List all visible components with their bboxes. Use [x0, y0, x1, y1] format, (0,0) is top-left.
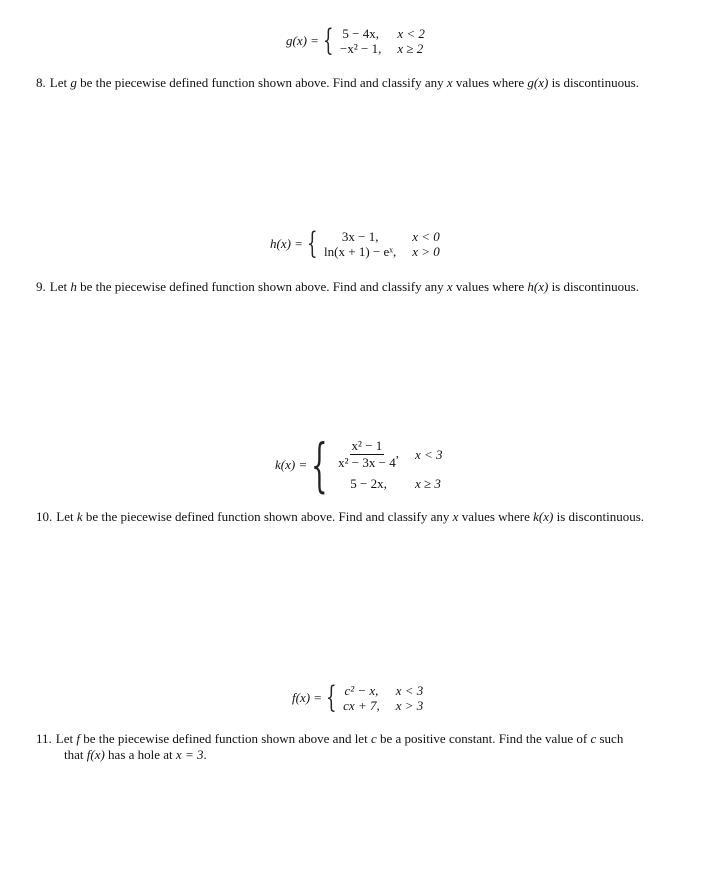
- g-case-1-expr: 5 − 4x,: [342, 26, 379, 41]
- problem-text: be the piecewise defined function shown above and let: [79, 731, 371, 746]
- variable: x: [452, 509, 459, 524]
- function-name: g: [70, 75, 77, 90]
- f-case-2-expr: cx + 7,: [343, 698, 380, 713]
- h-definition: [270, 226, 440, 261]
- h-case-2-cond: x > 0: [412, 244, 440, 259]
- h-lhs: h(x) =: [270, 236, 303, 251]
- k-definition: [275, 431, 443, 499]
- problem-text: is discontinuous.: [548, 279, 639, 294]
- g-lhs: g(x) =: [286, 33, 319, 48]
- problem-number: 10.: [36, 509, 53, 524]
- h-cases: [324, 229, 440, 259]
- f-case-2-cond: x > 3: [395, 698, 424, 713]
- problem-text: Let: [49, 279, 71, 294]
- constant: c: [370, 731, 377, 746]
- function-call: h(x): [527, 279, 549, 294]
- brace-icon: {: [311, 431, 328, 499]
- k-denominator: x² − 3x − 4: [338, 455, 396, 470]
- problem-text: Let: [56, 509, 77, 524]
- problem-number: 8.: [36, 75, 46, 90]
- f-lhs: f(x) =: [292, 690, 323, 705]
- problem-11-line-1: [36, 731, 623, 747]
- problem-number: 9.: [36, 279, 46, 294]
- k-case-1-suffix: ,: [395, 445, 399, 461]
- problem-text: .: [203, 747, 207, 762]
- problem-text: Let: [55, 731, 77, 746]
- k-case-1-cond: x < 3: [414, 447, 443, 462]
- f-definition: [292, 680, 424, 715]
- k-fraction: [338, 439, 396, 470]
- h-case-2-expr: ln(x + 1) − eˣ,: [324, 244, 397, 259]
- equation: x = 3: [175, 747, 204, 762]
- problem-text: be the piecewise defined function shown above. Find and classify any: [82, 509, 453, 524]
- function-name: h: [70, 279, 77, 294]
- k-cases: [338, 439, 442, 491]
- brace-icon: {: [326, 680, 337, 715]
- g-case-2-expr: −x² − 1,: [340, 41, 382, 56]
- g-case-1-cond: x < 2: [397, 26, 425, 41]
- k-numerator: x² − 1: [351, 438, 383, 453]
- function-call: f(x): [86, 747, 105, 762]
- function-call: g(x): [527, 75, 549, 90]
- problem-text: is discontinuous.: [548, 75, 639, 90]
- problem-number: 11.: [36, 731, 52, 746]
- k-case-2-expr: 5 − 2x,: [350, 476, 387, 491]
- f-case-1-expr: c² − x,: [344, 683, 379, 698]
- problem-8: [36, 75, 639, 91]
- problem-text: that: [64, 747, 87, 762]
- problem-text: values where: [458, 509, 534, 524]
- f-case-1-cond: x < 3: [395, 683, 424, 698]
- k-case-1-expr: [338, 439, 399, 470]
- g-definition: [286, 23, 425, 58]
- function-call: k(x): [533, 509, 554, 524]
- brace-icon: {: [306, 226, 318, 261]
- problem-11: [36, 731, 623, 763]
- brace-icon: {: [322, 23, 334, 58]
- variable: x: [446, 75, 453, 90]
- problem-text: values where: [452, 279, 528, 294]
- function-name: f: [76, 731, 80, 746]
- problem-9: [36, 279, 639, 295]
- problem-text: is discontinuous.: [553, 509, 645, 524]
- problem-10: [36, 509, 644, 525]
- f-cases: [343, 683, 423, 713]
- problem-text: be the piecewise defined function shown above. Find and classify any: [76, 279, 447, 294]
- function-name: k: [76, 509, 83, 524]
- problem-text: be a positive constant. Find the value of: [376, 731, 591, 746]
- problem-text: be the piecewise defined function shown above. Find and classify any: [76, 75, 447, 90]
- problem-11-line-2: [36, 747, 623, 763]
- problem-text: values where: [452, 75, 528, 90]
- constant: c: [590, 731, 597, 746]
- k-lhs: k(x) =: [275, 457, 308, 472]
- variable: x: [446, 279, 453, 294]
- g-case-2-cond: x ≥ 2: [397, 41, 424, 56]
- g-cases: [340, 26, 425, 56]
- h-case-1-cond: x < 0: [412, 229, 440, 244]
- problem-text: has a hole at: [104, 747, 176, 762]
- problem-text: Let: [49, 75, 71, 90]
- k-case-2-cond: x ≥ 3: [414, 476, 441, 491]
- problem-text: such: [596, 731, 624, 746]
- h-case-1-expr: 3x − 1,: [341, 229, 379, 244]
